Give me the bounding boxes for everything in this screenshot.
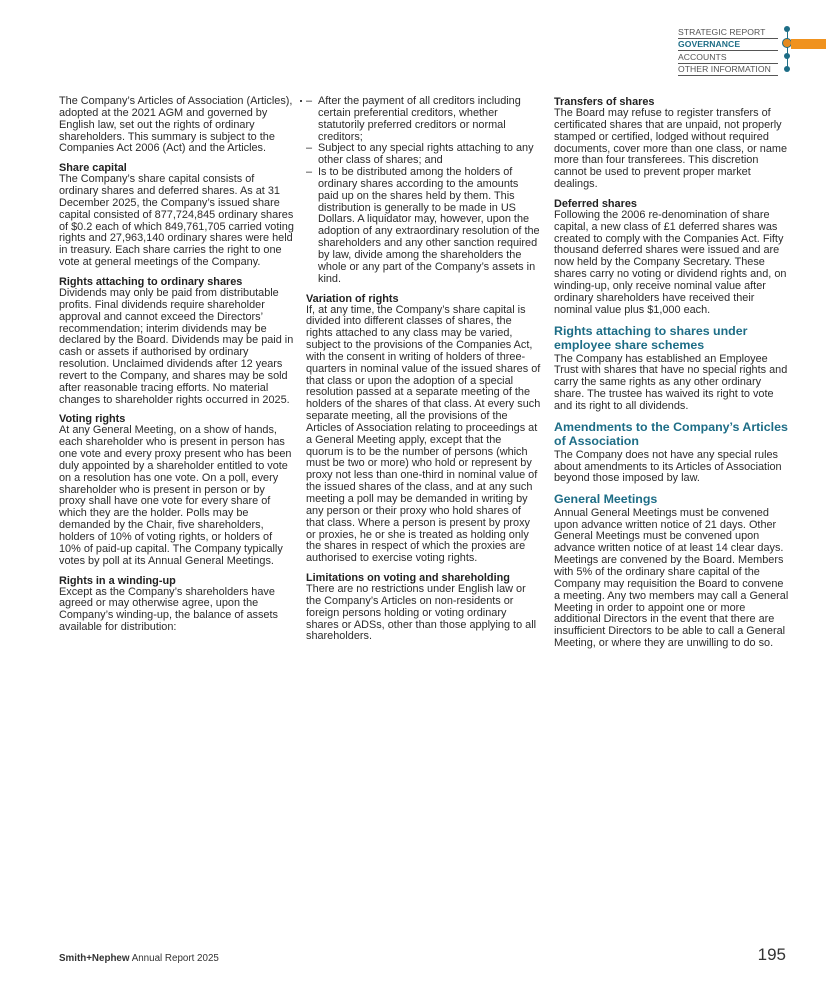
list-item-text: After the payment of all creditors including certain preferential creditors, whether statutorily preferred creditors or normal creditors; [318,95,521,143]
intro-paragraph: The Company’s Articles of Association (Articles), adopted at the 2021 AGM and governed by English law, set out the rights of ordinary shareholders. This summary is subject to the Companies Act 2006 (Act) and the Articles. [59,95,293,155]
nav-strategic-report[interactable]: STRATEGIC REPORT [678,26,778,39]
section-nav [678,26,778,76]
nav-dot-icon [784,66,790,72]
transfers-heading: Transfers of shares [554,96,655,108]
rights-ordinary-body: Dividends may only be paid from distributable profits. Final dividends require shareholder approval and cannot exceed the Directors’ recommendation; interim dividends may be declared by the Board. Dividends may be paid in cash or assets if authorised by ordinary resolution. Unclaimed dividends after 12 years revert to the Company, and shares may be sold after reasonable tracing efforts. No material changes to shareholder rights occurred in 2025. [59,286,294,406]
share-capital-body: The Company’s share capital consists of ordinary shares and deferred shares. As at 31 December 2025, the Company’s issued share capital consisted of 877,724,845 ordinary shares of $0.2 each of which 849,761,705 carried voting rights and 27,963,140 ordinary shares were held in treasury. Each share carries the right to one vote at general meetings of the Company. [59,173,294,269]
variation-heading: Variation of rights [306,292,399,305]
deferred-body: Following the 2006 re-denomination of share capital, a new class of £1 deferred shares was created to comply with the Companies Act. Fifty thousand deferred shares were issued and are now held by the Company Secretary. These shares carry no voting or dividend rights and, on winding-up, only receive nominal value after ordinary shareholders have received their nominal value plus $1,000 each. [554,208,787,316]
nav-active-marker [791,39,826,49]
bullet-dash-icon: – [306,95,313,107]
amendments-heading: Amendments to the Company’s Articles of Association [554,419,788,449]
nav-indicator-line [787,28,788,70]
list-item [306,96,541,143]
bullet-dash-icon: – [306,142,313,155]
decorative-dot [300,100,302,102]
employee-schemes-heading: Rights attaching to shares under employee share schemes [554,323,748,352]
nav-dot-icon [784,26,790,32]
deferred-heading: Deferred shares [554,197,637,210]
winding-up-body: Except as the Company’s shareholders have agreed or may otherwise agree, upon the Company’s winding-up, the balance of assets available for distribution: [59,585,278,634]
general-meetings-heading: General Meetings [554,492,658,507]
limitations-heading: Limitations on voting and shareholding [306,572,510,585]
list-item [306,167,541,285]
brand-name: Smith+Nephew [59,953,130,964]
list-item-text: Subject to any special rights attaching to any other class of shares; and [318,142,534,167]
employee-schemes-body: The Company has established an Employee Trust with shares that have no special rights and carry the same rights as any other ordinary share. The trustee has waived its right to vote and its right to all dividends. [554,352,788,412]
nav-governance[interactable]: GOVERNANCE [678,39,778,52]
column-3 [554,96,790,657]
variation-body: If, at any time, the Company’s share capital is divided into different classes of shares, the rights attached to any class may be varied, subject to the provisions of the Companies Act, with the consent in writing of holders of three-quarters in nominal value of the issued shares of that class or upon the adoption of a special resolution passed at a separate meeting of the holders of the shares of that class. At every such separate meeting, all the provisions of the Articles of Association relating to proceedings at a General Meeting apply, except that the quorum is to be the number of persons (which must be two or more) who hold or represent by proxy not less than one-third in nominal value of the issued shares of the class, and at any such meeting a poll may be demanded in writing by any person or their proxy who hold shares of that class. Where a person is present by proxy or proxies, he or she is treated as holding only the shares in respect of which the proxies are authorised to exercise voting rights. [306,303,541,565]
voting-rights-body: At any General Meeting, on a show of hands, each shareholder who is present in person has one vote and every proxy present who has been duly appointed by a shareholder entitled to vote on a resolution has one vote. On a poll, every shareholder who is present in person or by proxy shall have one vote for every share of which they are the holder. Polls may be demanded by the Chair, five shareholders, holders of 10% of voting rights, or holders of 10% of paid-up capital. The Company typically votes by poll at its Annual General Meetings. [59,424,292,567]
nav-dot-icon [784,53,790,59]
report-title: Annual Report 2025 [131,953,219,964]
limitations-body: There are no restrictions under English law or the Company’s Articles on non-residents or foreign persons holding or voting ordinary shares or ADSs, other than those applying to all shareholders. [306,583,537,643]
column-2 [306,96,541,650]
general-meetings-body: Annual General Meetings must be convened upon advance written notice of 21 days. Other General Meetings must be convened upon advance written notice of at least 14 clear days. Meetings are convened by the Board. Members with 5% of the ordinary share capital of the Company may requisition the Board to convene a meeting. Any two members may call a General Meeting in order to appoint one or more additional Directors in the event that there are insufficient Directors to be able to call a General Meeting, or where they are unwilling to do so. [554,506,789,650]
list-item-text: Is to be distributed among the holders of ordinary shares according to the amounts paid up on the shares held by them. This distribution is generally to be made in US Dollars. A liquidator may, however, upon the adoption of any extraordinary resolution of the shareholders and any other sanction required by law, divide among the shareholders the whole or any part of the Company’s assets in kind. [318,166,540,285]
amendments-body: The Company does not have any special rules about amendments to its Articles of Association beyond those imposed by law. [554,448,782,485]
column-1 [59,96,294,641]
rights-ordinary-heading: Rights attaching to ordinary shares [59,275,243,288]
winding-up-heading: Rights in a winding-up [59,574,176,587]
nav-other-information[interactable]: OTHER INFORMATION [678,64,778,77]
share-capital-heading: Share capital [59,162,127,175]
page-number: 195 [757,945,786,964]
voting-rights-heading: Voting rights [59,413,126,426]
nav-accounts[interactable]: ACCOUNTS [678,51,778,64]
distribution-list [306,96,541,286]
transfers-body: The Board may refuse to register transfers of certificated shares that are unpaid, not properly stamped or certified, lodged without required documents, cover more than one class, or name more than four transferees. This discretion cannot be used to prevent proper market dealings. [554,107,788,191]
footer [59,953,219,964]
bullet-dash-icon: – [306,166,313,179]
list-item [306,143,541,167]
